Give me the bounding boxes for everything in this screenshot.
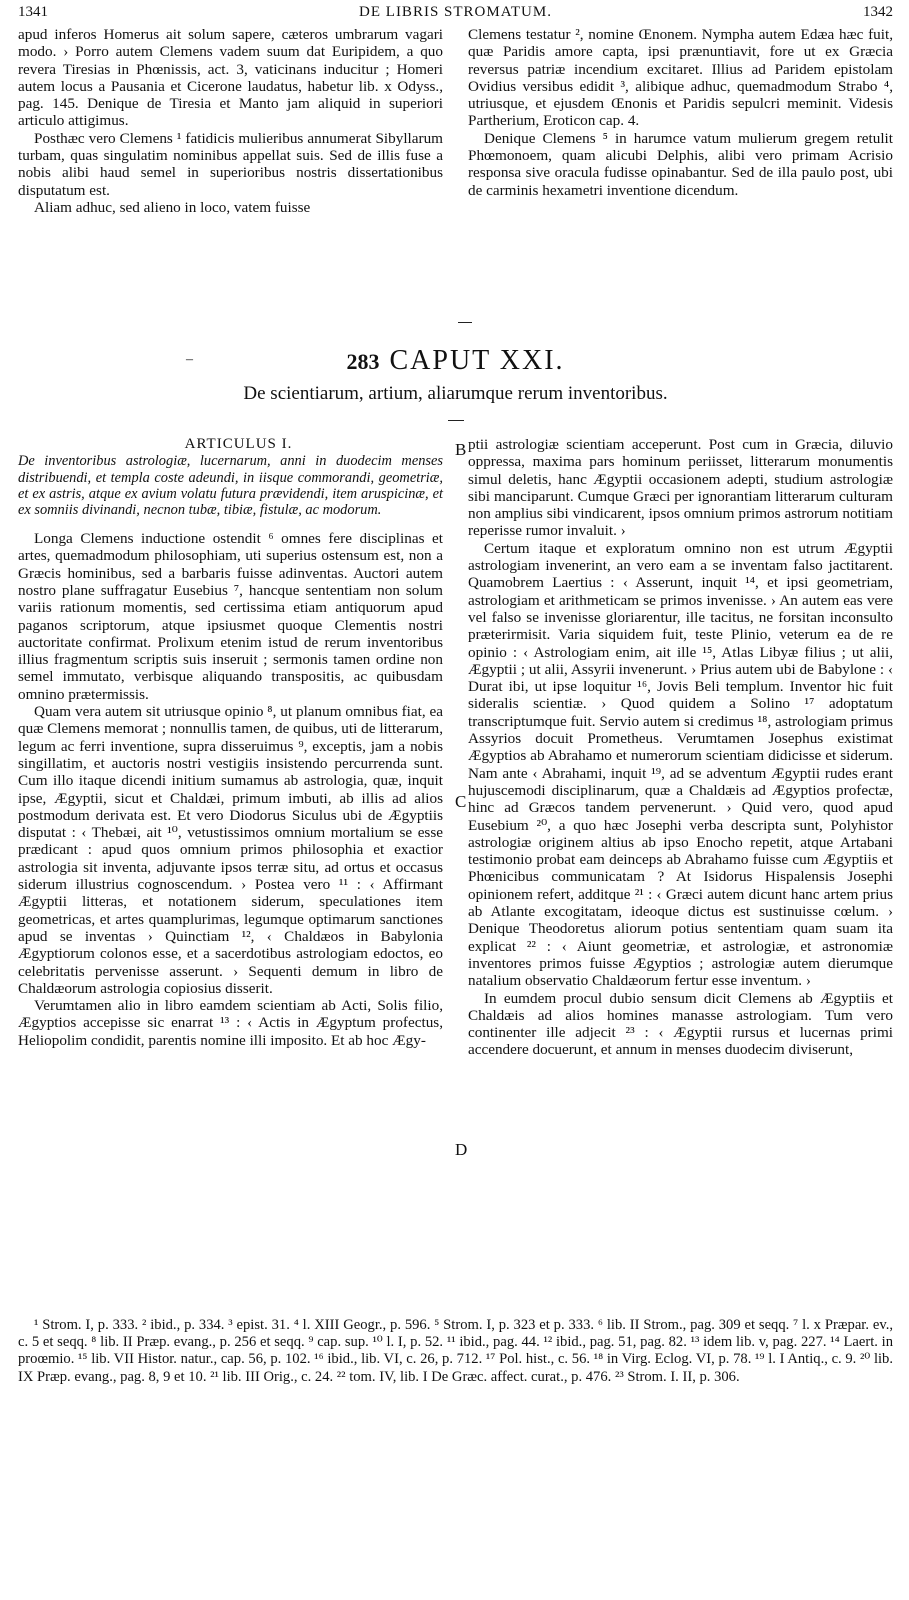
paragraph: apud inferos Homerus ait solum sapere, cæteros umbrarum vagari modo. › Porro autem Clemens vadem suum dat Euripidem, a quo revera Tiresias in Phœnissis, act. 3, vaticinans inducitur ; Homeri autem locus a Pausania et Cicerone laudatus, habetur lib. x Odyss., pag. 145. Denique de Tiresia et Manto jam aliquid in superiori articulo attigimus. [18, 26, 443, 130]
paragraph: Longa Clemens inductione ostendit ⁶ omnes fere disciplinas et artes, quemadmodum philosophiam, uti superius ostensum est, non a Græcis hominibus, sed a barbaris fuisse adinventas. Auctori autem nostro plane suffragatur Eusebius ⁷, hancque sententiam non solum variis rationum momentis, sed certissima etiam antiquorum apud paganos scriptorum, atque ipsiusmet quoque Clementis nostri auctoritate confirmat. Prolixum etenim istud de rerum inventoribus illius fragmentum scriptis suis inseruit ; sermonis tamen ordine non semel immutato, verbisque aliquando transpositis, ac quibusdam omnino prætermissis. [18, 530, 443, 703]
left-column [18, 436, 443, 1049]
paragraph: Posthæc vero Clemens ¹ fatidicis mulieribus annumerat Sibyllarum turbam, quas singulatim nominibus appellat suis. Sed de illis fuse a nobis alibi haud semel in superioribus nostris dissertationibus disputatum est. [18, 129, 443, 199]
paragraph: ptii astrologiæ scientiam acceperunt. Post cum in Græcia, diluvio oppressa, maxima pars hominum periisset, litterarum monumentis simul deletis, hanc Ægyptii occasionem adepti, studium astrologiæ sibi manciparunt. Cumque Græci per ignorantiam litterarum culturam non amplius sibi vindicarent, ipsos omnium primos astrorum notitiam reperisse rumor invaluit. › [468, 436, 893, 540]
top-left-column [18, 26, 443, 216]
right-page-number: 1342 [863, 4, 893, 20]
left-page-number: 1341 [18, 4, 48, 20]
paragraph: Clemens testatur ², nomine Œnonem. Nympha autem Edæa hæc fuit, quæ Paridis amore capta, ipsi prænuntiavit, fore ut ex Græcia reversus patriæ incendium excitaret. Illius ad Paridem epistolam Ovidius versibus edidit ³, alibique adhuc, quemadmodum Strabo ⁴, utriusque, et ejusdem Œnonis et Paridis sepulcri meminit. Videsis Partherium, Eroticon cap. 4. [468, 26, 893, 130]
ornament-dash: – [186, 352, 193, 367]
article-summary: De inventoribus astrologiæ, lucernarum, anni in duodecim menses distribuendi, et templa coste adeundi, in iisque commorandi, geometriæ, et ex astris, atque ex avium volatu futura prævidendi, item aruspicinæ, et ex somniis divinandi, necnon tubæ, tibiæ, fistulæ, ac modorum. [18, 453, 443, 518]
column-end-rule [458, 322, 472, 323]
margin-letter: D [455, 1140, 468, 1159]
paragraph: In eumdem procul dubio sensum dicit Clemens ab Ægyptiis et Chaldæis ad alios homines manasse astrologiam. Tum vero continenter ille adjecit ²³ : ‹ Ægyptii rursus et lucernas primi accendere docuerunt, et annum in menses duodecim diviserunt, [468, 989, 893, 1059]
paragraph: Aliam adhuc, sed alieno in loco, vatem fuisse [34, 198, 311, 216]
book-page [18, 0, 893, 1600]
paragraph: Denique Clemens ⁵ in harumce vatum mulierum gregem retulit Phœmonoem, quam alicubi Delphis, alibi vero primam Acrisio responsa sive oracula fudisse opinabantur. Sed de illa paulo post, ubi de carminis hexametri inventione dicendum. [468, 129, 893, 199]
chapter-rule [448, 420, 464, 421]
chapter-subtitle: De scientiarum, artium, aliarumque rerum inventoribus. [243, 383, 668, 404]
paragraph: Verumtamen alio in libro eamdem scientiam ab Acti, Solis filio, Ægyptios accepisse sic enarrat ¹³ : ‹ Actis in Ægyptum profectus, Heliopolim condidit, parentis nomine illi imposito. Et ab hoc Ægy- [18, 997, 443, 1049]
margin-letter: B [455, 440, 467, 459]
running-title: DE LIBRIS STROMATUM. [359, 4, 552, 20]
paragraph: Quam vera autem sit utriusque opinio ⁸, ut planum omnibus fiat, ea quæ Clemens memorat ; nonnullis tamen, de quibus, uti de litterarum, legum ac ferri inventione, supra disseruimus ⁹, exceptis, jam a nobis singillatim, et auctoris nostri vestigiis insistendo percurrenda sunt. Cum illo itaque dicendi initium sumamus ab astrologia, quæ, inquit ipse, Ægyptii, sicut et Chaldæi, primum imbuti, ab illis ad alios postmodum derivata est. Et vero Diodorus Siculus ubi de Ægyptiis disputat : ‹ Thebæi, ait ¹⁰, vetustissimos omnium mortalium se esse prædicant : apud quos omnium primos philosophia et exactior astrologia sit inventa, adjuvante ipsos terræ situ, ad ortus et occasus siderum illustrius cognoscendum. › Postea vero ¹¹ : ‹ Affirmant Ægyptii litteras, et notationem siderum, speculationes item geometricas, et artes quamplurimas, legumque optimarum sanctiones apud se inventas › Quinctiam ¹², ‹ Chaldæos in Babylonia Ægyptiorum colonos esse, et a sacerdotibus astrologiam edoctos, eo celebritatis pervenisse asserunt. › Sequenti demum in libro de Chaldæorum astrologia copiosius disserit. [18, 703, 443, 997]
paragraph: Certum itaque et exploratum omnino non est utrum Ægyptii astrologiam invenerint, an vero eam a se inventam falso jactitarent. Quamobrem Laertius : ‹ Asserunt, inquit ¹⁴, et ipsi geometriam, astrologiam et arithmeticam se primos invenisse. › An autem eas vere vel falso se invenisse gloriarentur, ille tacitus, ne forsitan inconsulto præterirmisit. Varia siquidem fuit, teste Plinio, veterum ea de re opinio : ‹ Astrologiam enim, ait ille ¹⁵, Atlas Libyæ filius ; ut alii, Ægyptii ; ut alii, Assyrii invenerunt. › Prius autem ubi de Babylone : ‹ Durat ibi, ut ipse loquitur ¹⁶, Jovis Beli templum. Inventor hic fuit sideralis scientiæ. › Quod quidem a Solino ¹⁷ adoptatum transcriptumque fuit. Servio autem si credimus ¹⁸, astrologiam primus Assyrios docuit Prometheus. Verumtamen Josephus existimat Ægyptios ab Abrahamo et numerorum scientiam didicisse et siderum. Nam ante ‹ Abrahami, inquit ¹⁹, ad se adventum Ægyptii rudes erant hujuscemodi disciplinarum, quæ a Chaldæis ad Ægyptios profectæ, hinc ad Græcos tandem pervenerunt. › Quid vero, quod apud Eusebium ²⁰, a quo hæc Josephi verba descripta sunt, Polyhistor astrologiæ originem altius ab ipso Enocho repetit, atque Artabani testimonio probat eam deinceps ab Abrahamo fuisse cum Ægyptiis et Phœnicibus communicatam ? At Isidorus Hispalensis Josephi opinionem refert, additque ²¹ : ‹ Græci autem dicunt hanc artem prius ab Atlante excogitatam, ideoque dictus est sustinuisse cœlum. › Denique Theodoretus aliorum potius sententiam quam suam ita explicat ²² : ‹ Aiunt geometriæ, et astrologiæ, et astronomiæ inventores primos fuisse Ægyptios ; astrologiæ autem dierumque natalium observatio Chaldæorum fertur esse inventum. › [468, 539, 893, 990]
chapter-heading [18, 345, 893, 377]
top-right-column [468, 26, 893, 199]
article-title: ARTICULUS I. [184, 436, 293, 452]
chapter-title: CAPUT XXI. [389, 345, 565, 376]
chapter-number: 283 [346, 349, 380, 374]
footnote-text: ¹ Strom. I, p. 333. ² ibid., p. 334. ³ epist. 31. ⁴ l. XIII Geogr., p. 596. ⁵ Strom. I, p. 323 et p. 333. ⁶ lib. II Strom., pag. 309 et seqq. ⁷ l. x Præpar. ev., c. 5 et seqq. ⁸ lib. II Præp. evang., p. 256 et seqq. ⁹ cap. sup. ¹⁰ l. I, p. 52. ¹¹ ibid., pag. 44. ¹² ibid., pag. 51, pag. 82. ¹³ idem lib. v, pag. 227. ¹⁴ Laert. in proœmio. ¹⁵ lib. VII Histor. natur., cap. 56, p. 102. ¹⁶ ibid., lib. VI, c. 26, p. 712. ¹⁷ Pol. hist., c. 56. ¹⁸ in Virg. Eclog. VI, p. 78. ¹⁹ l. I Antiq., c. 9. ²⁰ lib. IX Præp. evang., pag. 8, 9 et 10. ²¹ lib. III Orig., c. 24. ²² tom. IV, lib. I De Græc. affect. curat., p. 476. ²³ Strom. I. II, p. 306. [18, 1317, 893, 1385]
right-column [468, 436, 893, 1059]
running-head [18, 4, 893, 26]
footnotes [18, 1317, 893, 1386]
margin-letter: C [455, 792, 467, 811]
